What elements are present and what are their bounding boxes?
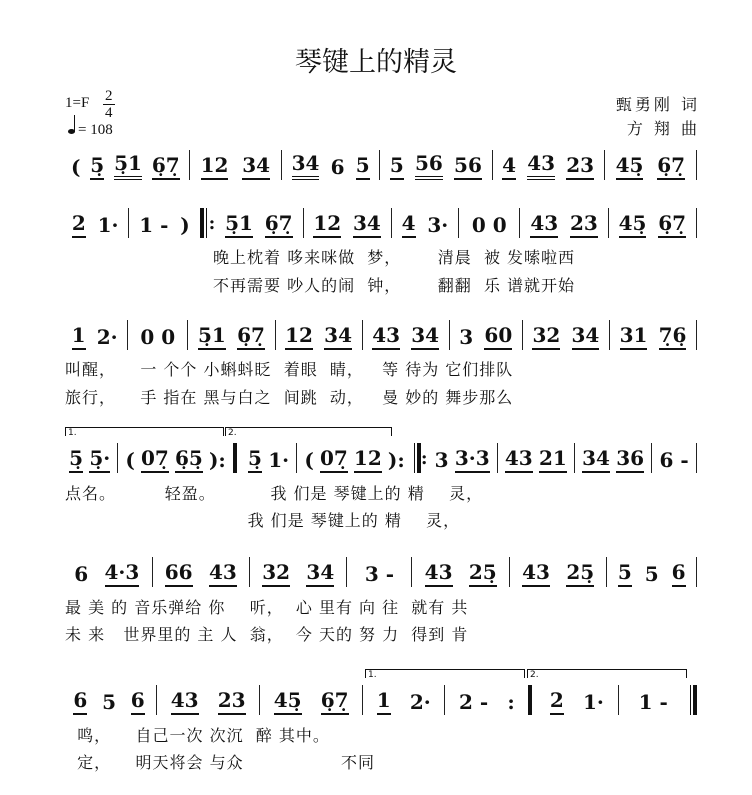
note-group: 7̣6̣ xyxy=(659,323,687,350)
measure xyxy=(498,443,575,473)
measure xyxy=(260,685,363,715)
measure xyxy=(62,685,157,715)
volta-label: 2. xyxy=(530,670,539,680)
notation-row xyxy=(62,208,697,238)
measure xyxy=(450,320,523,350)
note-group: 25̣ xyxy=(469,560,497,587)
note-group: 34 xyxy=(306,560,334,587)
tempo-marking xyxy=(68,122,113,139)
note-group: 6̣7̣ xyxy=(265,211,293,238)
note-group: 34 xyxy=(572,323,600,350)
barline-thick xyxy=(233,443,241,473)
barline-repeat-both xyxy=(412,443,428,473)
note-group: 5̣1 xyxy=(198,323,226,350)
note-group: 5̣· xyxy=(89,446,110,473)
note-group: 5̣1 xyxy=(225,211,253,238)
lyricist-credit: 甄勇刚 词 xyxy=(615,95,700,114)
notation-row xyxy=(62,150,697,180)
barline-final xyxy=(688,685,697,715)
composer-credit: 方 翔 曲 xyxy=(626,119,700,138)
measure xyxy=(250,557,347,587)
note-group: 6̣7̣ xyxy=(152,153,180,180)
measure xyxy=(610,320,697,350)
note-group: 1 - xyxy=(638,690,668,714)
time-top: 2 xyxy=(105,88,113,104)
measure xyxy=(118,443,233,473)
note-group: 5 xyxy=(618,560,632,587)
note-group: 12 xyxy=(313,211,341,238)
repeat-dots: : xyxy=(208,212,216,234)
note-group: 2 xyxy=(72,211,86,238)
lyric-line: 叫醒， 一 个个 小蝌蚪眨 着眼 睛， 等 待为 它们排队 xyxy=(65,360,514,379)
note-group: 3 xyxy=(459,325,474,349)
note-group: 12 xyxy=(285,323,313,350)
volta-bracket xyxy=(527,669,687,678)
note-group: 66 xyxy=(165,560,193,587)
note-group: 5̣ xyxy=(69,446,83,473)
thin-bar xyxy=(690,685,691,715)
note-group: 2 - xyxy=(458,690,489,714)
measure xyxy=(392,208,459,238)
song-title: 琴键上的精灵 xyxy=(295,47,457,78)
note-group: 56 xyxy=(454,153,482,180)
note-group: 34 xyxy=(411,323,439,350)
note-group: 56 xyxy=(415,151,443,180)
measure xyxy=(609,208,697,238)
key-signature: 1=F xyxy=(65,95,90,111)
measure xyxy=(607,557,697,587)
measure xyxy=(188,320,275,350)
note-group: 34 xyxy=(353,211,381,238)
note-group: 0 0 xyxy=(471,213,507,237)
measure xyxy=(445,685,528,715)
bracket-open: ( xyxy=(304,448,314,472)
time-signature xyxy=(103,88,115,121)
note-group: 34 xyxy=(242,153,270,180)
measure xyxy=(363,320,450,350)
note-group: 6̣5̣ xyxy=(175,446,203,473)
measure xyxy=(363,685,445,715)
measure xyxy=(619,685,689,715)
note-group: 6 - xyxy=(659,448,689,472)
thin-bar xyxy=(414,443,415,473)
measure xyxy=(190,150,282,180)
note-group: 6 xyxy=(672,560,686,587)
note-group: 3·3 xyxy=(455,446,490,473)
note-group: 5 xyxy=(102,690,117,714)
note-group: 36 xyxy=(616,446,644,473)
note-group: 2· xyxy=(96,325,118,349)
measure xyxy=(157,685,260,715)
note-group: 43 xyxy=(505,446,533,473)
note-group: 1 xyxy=(377,688,391,715)
bracket-open: ( xyxy=(125,448,135,472)
note-group: 43 xyxy=(425,560,453,587)
measure xyxy=(493,150,605,180)
note-group: 23 xyxy=(566,153,594,180)
thick-bar xyxy=(233,443,237,473)
note-group: 34 xyxy=(292,151,320,180)
lyric-line: 最 美 的 音乐弹给 你 听， 心 里有 向 往 就有 共 xyxy=(65,598,469,617)
note-group: 45̣ xyxy=(616,153,644,180)
note-group: 07̣ xyxy=(320,446,348,473)
volta-bracket xyxy=(225,427,392,436)
measure xyxy=(459,208,520,238)
measure xyxy=(412,557,509,587)
lyric-line: 未 来 世界里的 主 人 翁， 今 天的 努 力 得到 肯 xyxy=(65,625,469,644)
note-group: 6 xyxy=(330,155,345,179)
note-group: 4·3 xyxy=(105,560,140,587)
notation-row xyxy=(62,320,697,350)
note-group: 23 xyxy=(218,688,246,715)
note-group: 3 xyxy=(434,448,449,472)
thick-bar xyxy=(693,685,697,715)
note-group: 6 xyxy=(74,562,89,586)
note-group: 43 xyxy=(171,688,199,715)
measure xyxy=(536,685,618,715)
measure xyxy=(428,443,498,473)
note-group: 1· xyxy=(97,213,119,237)
note-group: 6̣7̣ xyxy=(658,211,686,238)
volta-label: 2. xyxy=(228,428,237,438)
time-bottom: 4 xyxy=(105,105,113,121)
note-group: 34 xyxy=(582,446,610,473)
measure xyxy=(129,208,199,238)
volta-bracket xyxy=(65,427,224,436)
lyric-line: 我 们是 琴键上的 精 灵， xyxy=(65,511,461,530)
note-group: 6 xyxy=(131,688,145,715)
note-group: 4 xyxy=(402,211,416,238)
bracket-close: ): xyxy=(208,448,226,472)
note-group: 43 xyxy=(209,560,237,587)
quarter-note-icon xyxy=(68,129,75,134)
tempo-value: = 108 xyxy=(78,122,113,138)
note-group: 6̣7̣ xyxy=(657,153,685,180)
thin-bar xyxy=(206,208,207,238)
note-group: 45̣ xyxy=(619,211,647,238)
bracket-close: : xyxy=(507,690,515,714)
thick-bar xyxy=(528,685,532,715)
measure xyxy=(128,320,188,350)
measure xyxy=(215,208,303,238)
note-group: 6 xyxy=(73,688,87,715)
note-group: 31 xyxy=(620,323,648,350)
measure xyxy=(282,150,380,180)
note-group: 45̣ xyxy=(274,688,302,715)
notation-row xyxy=(62,685,697,715)
note-group: 3· xyxy=(427,213,449,237)
barline-thick xyxy=(528,685,536,715)
measure xyxy=(652,443,697,473)
note-group: 07̣ xyxy=(141,446,169,473)
measure xyxy=(605,150,697,180)
note-group: 1 - xyxy=(139,213,169,237)
lyric-line: 点名。 轻盈。 我 们是 琴键上的 精 灵， xyxy=(65,484,484,503)
measure xyxy=(62,208,129,238)
volta-bracket xyxy=(365,669,525,678)
note-group: 0 0 xyxy=(140,325,176,349)
note-group: 1· xyxy=(268,448,290,472)
note-group: 2 xyxy=(550,688,564,715)
measure xyxy=(520,208,608,238)
note-group: 6̣7̣ xyxy=(237,323,265,350)
note-group: 6̣7̣ xyxy=(321,688,349,715)
note-group: 5 xyxy=(390,153,404,180)
lyric-line: 定， 明天将会 与众 不同 xyxy=(65,753,375,772)
note-group: 43 xyxy=(530,211,558,238)
measure xyxy=(297,443,412,473)
measure xyxy=(62,150,190,180)
measure xyxy=(304,208,392,238)
lyric-line: 鸣， 自己一次 次沉 醉 其中。 xyxy=(65,726,330,745)
lyric-line: 旅行， 手 指在 黑与白之 间跳 动， 曼 妙的 舞步那么 xyxy=(65,388,514,407)
notation-row xyxy=(62,557,697,587)
bracket-open: ( xyxy=(70,155,81,179)
note-group: 12 xyxy=(201,153,229,180)
note-group: 2· xyxy=(409,690,431,714)
note-group: 43 xyxy=(527,151,555,180)
note-group: 12 xyxy=(354,446,382,473)
barline-repeat-start xyxy=(200,208,216,238)
lyric-line: 不再需要 吵人的闹 钟， 翻翻 乐 谱就开始 xyxy=(213,276,576,295)
note-group: 25̣ xyxy=(566,560,594,587)
bracket-close: ): xyxy=(387,448,405,472)
note-group: 21 xyxy=(539,446,567,473)
note-group: 43 xyxy=(522,560,550,587)
note-group: 1· xyxy=(583,690,604,714)
measure xyxy=(380,150,492,180)
notation-row xyxy=(62,443,697,473)
note-group: 5̣ xyxy=(90,153,104,180)
volta-label: 1. xyxy=(68,428,77,438)
note-group: 43 xyxy=(372,323,400,350)
note-group: 3 - xyxy=(364,562,395,586)
note-group: 60 xyxy=(484,323,512,350)
measure xyxy=(62,557,153,587)
lyric-line: 晚上枕着 哆来咪做 梦， 清晨 被 发嗦啦西 xyxy=(213,248,576,267)
measure xyxy=(62,320,128,350)
measure xyxy=(347,557,412,587)
bracket-close: ) xyxy=(180,213,190,237)
note-group: 5 xyxy=(356,153,370,180)
note-group: 1 xyxy=(72,323,86,350)
measure xyxy=(575,443,652,473)
note-group: 5 xyxy=(644,562,659,586)
note-group: 32 xyxy=(262,560,290,587)
measure xyxy=(153,557,250,587)
measure xyxy=(523,320,610,350)
measure xyxy=(510,557,607,587)
note-group: 4 xyxy=(502,153,516,180)
note-group: 34 xyxy=(324,323,352,350)
note-group: 23 xyxy=(570,211,598,238)
note-group: 5̣ xyxy=(248,446,262,473)
repeat-dots: : xyxy=(420,447,428,469)
thick-bar xyxy=(200,208,204,238)
note-group: 32 xyxy=(532,323,560,350)
note-group: 5̣1 xyxy=(114,151,142,180)
volta-label: 1. xyxy=(368,670,377,680)
measure xyxy=(276,320,363,350)
measure xyxy=(241,443,297,473)
measure xyxy=(62,443,118,473)
